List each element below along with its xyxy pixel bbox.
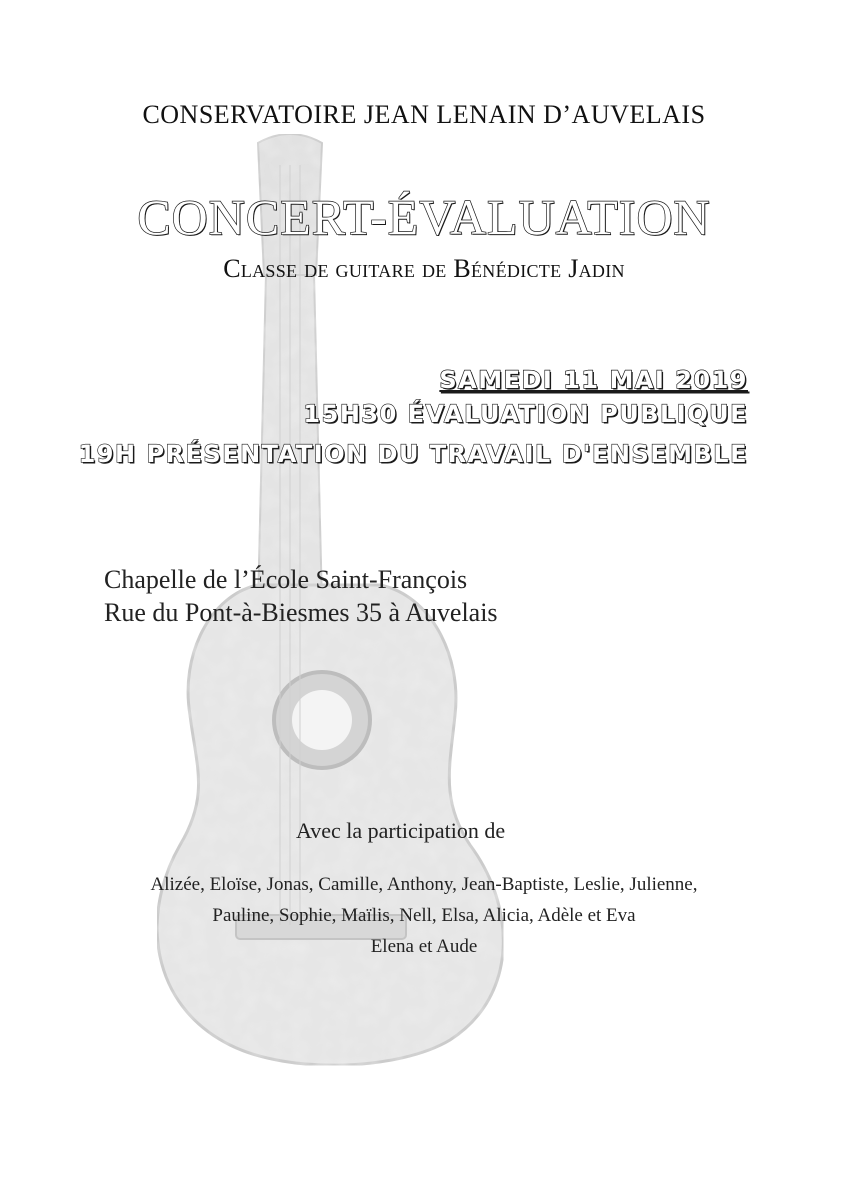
participants-line: Alizée, Eloïse, Jonas, Camille, Anthony, Jean-Baptiste, Leslie, Julienne, (150, 874, 698, 895)
event-title: CONCERT-ÉVALUATION (137, 189, 711, 245)
ensemble-time: 19H PRÉSENTATION DU TRAVAIL D'ENSEMBLE (78, 440, 748, 468)
participants-line: Elena et Aude (370, 936, 478, 957)
venue-address: Rue du Pont-à-Biesmes 35 à Auvelais (104, 598, 498, 627)
school-name: CONSERVATOIRE JEAN LENAIN D’AUVELAIS (142, 100, 706, 129)
venue-name: Chapelle de l’École Saint-François (104, 565, 468, 594)
evaluation-time: 15H30 ÉVALUATION PUBLIQUE (303, 400, 748, 428)
event-date: SAMEDI 11 MAI 2019 (439, 366, 748, 394)
event-subtitle: Classe de guitare de Bénédicte Jadin (223, 254, 625, 283)
participation-intro: Avec la participation de (296, 818, 506, 843)
participants-line: Pauline, Sophie, Maïlis, Nell, Elsa, Alicia, Adèle et Eva (212, 905, 636, 926)
